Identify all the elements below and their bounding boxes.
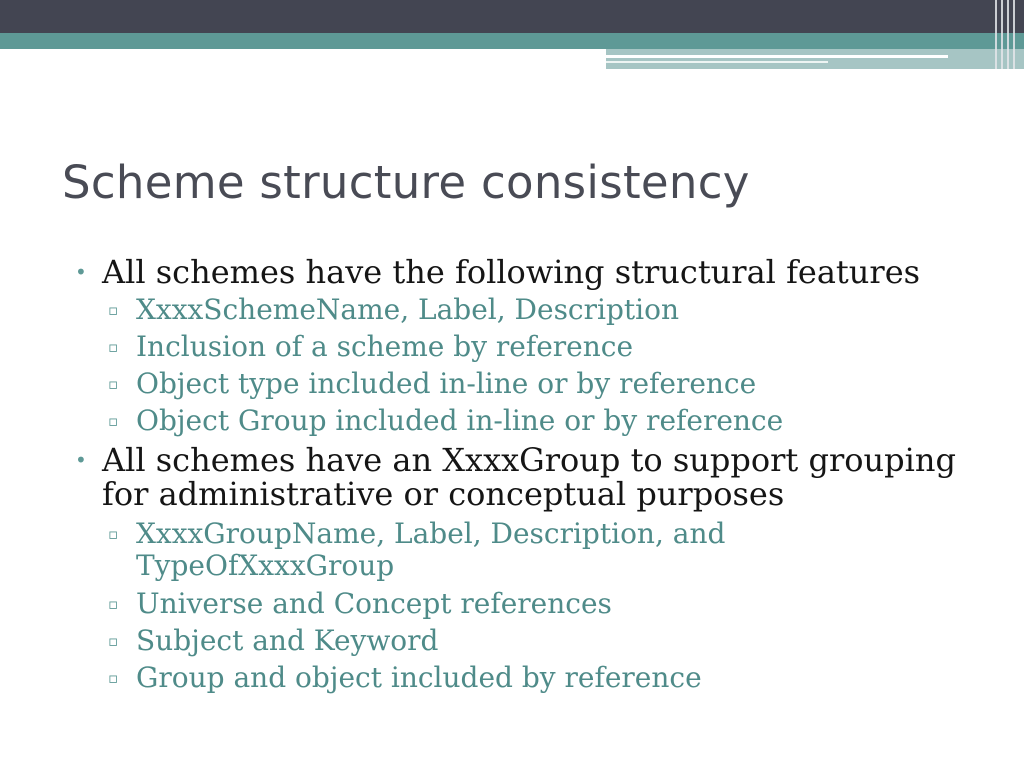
bullet-item	[75, 253, 982, 291]
sub-bullet-text: Subject and Keyword	[136, 624, 439, 657]
sub-bullet-item	[108, 661, 976, 695]
bullet-marker: •	[75, 260, 87, 284]
sub-bullet-text: Universe and Concept references	[136, 587, 612, 620]
bullet-text: All schemes have the following structural features	[102, 253, 921, 291]
sub-bullet-item	[108, 624, 976, 658]
sub-bullet-item	[108, 330, 976, 364]
bullet-text-line: All schemes have an XxxxGroup to support grouping	[102, 441, 956, 479]
sub-bullet-text: Inclusion of a scheme by reference	[136, 330, 634, 363]
sub-bullet-marker: ▫	[108, 669, 119, 687]
sub-bullet-text: Object Group included in-line or by reference	[136, 404, 784, 437]
bullet-item	[75, 441, 982, 513]
sub-bullet-marker: ▫	[108, 632, 119, 650]
sub-bullet-marker: ▫	[108, 338, 119, 356]
sub-bullet-text-line: XxxxGroupName, Label, Description, and	[136, 517, 726, 550]
sub-bullet-text: Object type included in-line or by reference	[136, 367, 757, 400]
slide-title: Scheme structure consistency	[62, 156, 750, 209]
sub-bullet-item	[108, 517, 976, 583]
sub-bullet-marker: ▫	[108, 301, 119, 319]
sub-bullet-item	[108, 404, 976, 438]
sub-bullet-marker: ▫	[108, 595, 119, 613]
bullet-text-line: for administrative or conceptual purposes	[102, 475, 785, 513]
sub-bullet-text: Group and object included by reference	[136, 661, 702, 694]
sub-bullet-item	[108, 293, 976, 327]
sub-bullet-marker: ▫	[108, 375, 119, 393]
bullet-marker: •	[75, 448, 87, 472]
sub-bullet-text-line: TypeOfXxxxGroup	[136, 549, 395, 582]
sub-bullet-item	[108, 367, 976, 401]
sub-bullet-item	[108, 587, 976, 621]
sub-bullet-marker: ▫	[108, 412, 119, 430]
sub-bullet-text: XxxxSchemeName, Label, Description	[136, 293, 679, 326]
sub-bullet-marker: ▫	[108, 525, 119, 543]
